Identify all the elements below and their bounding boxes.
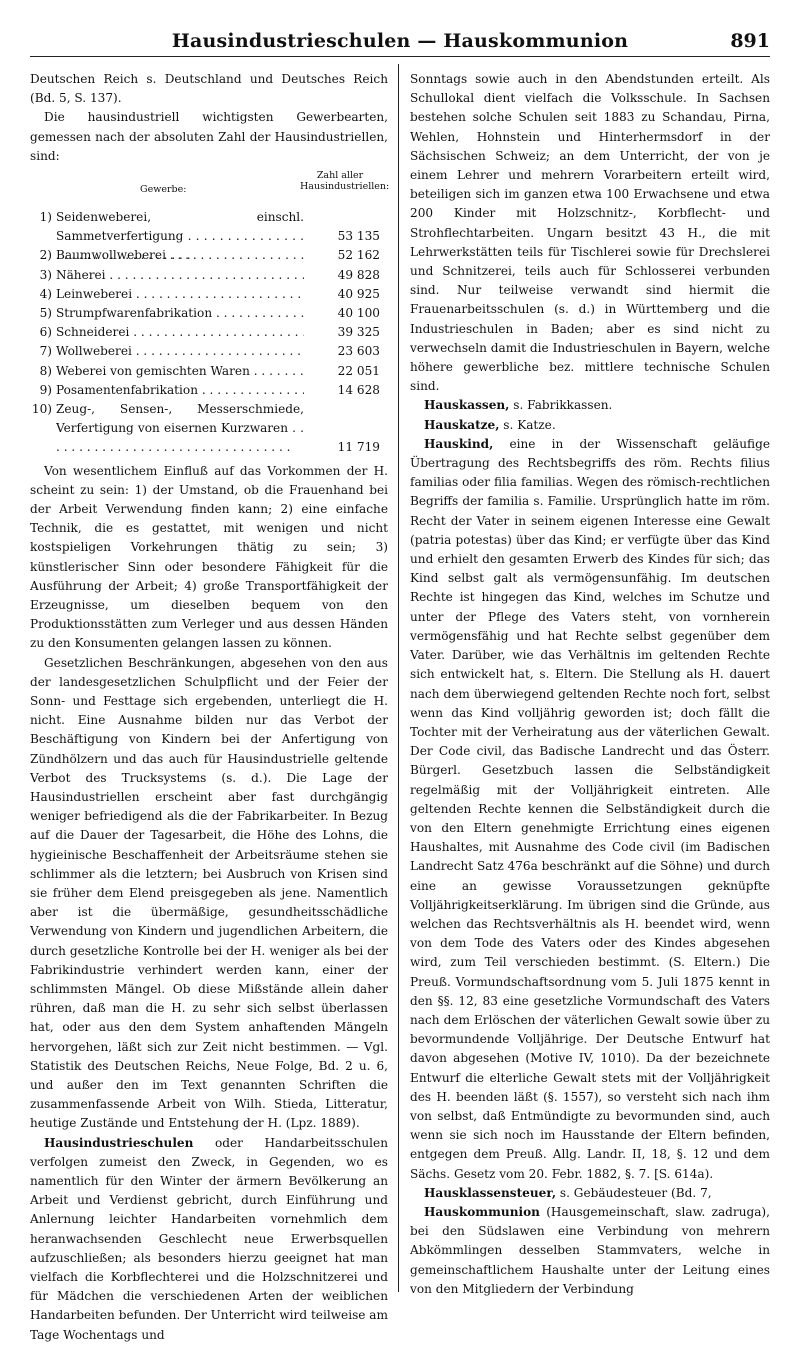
row-number: 4) — [39, 286, 52, 301]
row-trade: Näherei . . . — [56, 266, 304, 285]
row-trade: Wollweberei . . . — [56, 342, 304, 361]
row-number: 8) — [39, 363, 52, 378]
paragraph-table-intro: Die hausindustriell wichtigsten Gewerbearten, gemessen nach der absoluten Zahl der Hausindustriellen, sind: — [30, 110, 388, 163]
row-number: 10) — [31, 401, 52, 416]
row-value: 14 628 — [337, 382, 380, 397]
row-number: 1) — [39, 210, 52, 225]
entry-text: s. Fabrikkassen. — [509, 398, 613, 413]
row-number: 7) — [39, 344, 52, 359]
row-value: 49 828 — [337, 267, 380, 282]
row-value: 39 325 — [337, 325, 380, 340]
table-row — [30, 362, 388, 381]
entry-text: oder Handarbeitsschulen verfolgen zumeist den Zweck, in Gegenden, wo es namentlich für den Winter der ärmern Bevölkerung an Arbeit und Verdienst gebricht, durch Einführung und Anlernung leichter Handarbeiten vornehmlich dem heranwachsenden Geschlecht neue Erwerbsquellen aufzuschließen; als besonders hierzu geeignet hat man vielfach die Korbflechterei und die Holzschnitzerei und für Mädchen die verschiedenen Arten der weiblichen Handarbeiten befunden. Der Unterricht wird teilweise am Tage Wochentags und — [30, 1135, 388, 1342]
row-number: 6) — [39, 325, 52, 340]
row-value: 40 925 — [337, 286, 380, 301]
row-trade: Posamentenfabrikation . . . — [56, 381, 304, 400]
row-number: 3) — [39, 267, 52, 282]
entry-text: (Hausgemeinschaft, slaw. zadruga), bei den Südslawen eine Verbindung von mehrern Abkömmlingen desselben Stammvaters, welche in gemeinschaftlichem Haushalte unter der Leitung eines von den Mitgliedern der Verbindung — [410, 1204, 770, 1296]
entry-text: s. Katze. — [499, 417, 556, 432]
paragraph-continuation: Sonntags sowie auch in den Abendstunden erteilt. Als Schullokal dient vielfach die Volksschule. In Sachsen bestehen solche Schulen seit 1883 zu Schandau, Pirna, Wehlen, Hohnstein und Hinterhermsdorf in der Sächsischen Schweiz; an dem Unterricht, der von je einem Lehrer und mehrern Vorarbeitern erteilt wird, beteiligen sich im ganzen etwa 100 Erwachsene und etwa 200 Kinder mit Holzschnitz-, Korbflecht- und Strohflechtarbeiten. Ungarn besitzt 43 H., die mit Lehrwerkstätten teils für Tischlerei sowie für Drechslerei und Schnitzerei, teils auch für Schlosserei verbunden sind. Nur teilweise verwandt sind hiermit die Frauenarbeitsschulen (s. d.) in Württemberg und die Industrieschulen in Baden; aber es sind nicht zu verwechseln damit die Industrieschulen in Bayern, welche höhere gewerbliche bez. mittlere technische Schulen sind. — [410, 72, 770, 394]
column-header-zahl: Zahl aller Hausindustriellen: — [300, 170, 390, 193]
row-value: 11 719 — [337, 440, 380, 455]
row-trade: Leinweberei . . . — [56, 285, 304, 304]
row-trade: Weberei von gemischten Waren . . . — [56, 362, 304, 381]
entry-hauskassen — [410, 396, 770, 415]
paragraph-influence: Von wesentlichem Einfluß auf das Vorkommen der H. scheint zu sein: 1) der Umstand, ob die Frauenhand bei der Arbeit Verwendung finden kann; 2) eine einfache Technik, die es gestattet, mit wenigen und nicht kostspieligen Vorkehrungen thätig zu sein; 3) künstlerischer Sinn oder besondere Fähigkeit für die Ausführung der Arbeit; 4) große Transportfähigkeit der Erzeugnisse, um dieselben bequem von den Produktionsstätten zum Verleger und aus dessen Händen zu den Konsumenten gelangen lassen zu können. — [30, 463, 388, 651]
left-column — [30, 70, 388, 1345]
right-column — [410, 70, 770, 1299]
entry-hauskind — [410, 435, 770, 1184]
table-row — [30, 323, 388, 342]
table-row — [30, 342, 388, 361]
row-number: 9) — [39, 382, 52, 397]
row-value: 22 051 — [337, 363, 380, 378]
row-number: 2) — [39, 248, 52, 263]
table-row — [30, 266, 388, 285]
page-number: 891 — [730, 30, 770, 52]
entry-hauskatze — [410, 416, 770, 435]
paragraph-intro: Deutschen Reich s. Deutschland und Deutsches Reich (Bd. 5, S. 137). — [30, 72, 388, 106]
row-value: 52 162 — [337, 248, 380, 263]
table-row — [30, 381, 388, 400]
table-row — [30, 304, 388, 323]
entry-lemma: Hausindustrieschulen — [44, 1135, 194, 1150]
table-row — [30, 285, 388, 304]
entry-lemma: Hauskatze, — [424, 417, 500, 432]
column-header-gewerbe: Gewerbe: — [140, 184, 187, 196]
trades-table — [30, 168, 388, 457]
row-value: 23 603 — [337, 344, 380, 359]
entry-lemma: Hausklassensteuer, — [424, 1185, 557, 1200]
paragraph-restrictions: Gesetzlichen Beschränkungen, abgesehen von den aus der landesgesetzlichen Schulpflicht und der Feier der Sonn- und Festtage sich ergebenden, unterliegt die H. nicht. Eine Ausnahme bilden nur das Verbot der Beschäftigung von Kindern bei der Anfertigung von Zündhölzern und das auch für Hausindustrielle geltende Verbot des Trucksystems (s. d.). Die Lage der Hausindustriellen erscheint aber fast durchgängig weniger befriedigend als die der Fabrikarbeiter. In Bezug auf die Dauer der Tagesarbeit, die Höhe des Lohns, die hygieinische Beschaffenheit der Arbeitsräume stehen sie schlimmer als die letztern; bei Ausbruch von Krisen sind sie früher dem Elend preisgegeben als jene. Namentlich aber ist die übermäßige, gesundheitsschädliche Verwendung von Kindern und jugendlichen Arbeitern, die durch gesetzliche Kontrolle bei der H. weniger als bei der Fabrikindustrie verhindert werden kann, einer der schlimmsten Mängel. Ob diese Mißstände allein daher rühren, daß man die H. zu sehr sich selbst überlassen hat, oder aus den dem System anhaftenden Mängeln hervorgehen, läßt sich zur Zeit nicht bestimmen. — Vgl. Statistik des Deutschen Reichs, Neue Folge, Bd. 2 u. 6, und außer den im Text genannten Schriften die zusammenfassende Arbeit von Wilh. Stieda, Litteratur, heutige Zustände und Entstehung der H. (Lpz. 1889). — [30, 655, 388, 1131]
entry-text: eine in der Wissenschaft geläufige Übertragung des Rechtsbegriffs des röm. Rechts filius familias oder filia familias. Wegen des römisch-rechtlichen Begriffs der familia s. Familie. Ursprünglich hatte im röm. Recht der Vater in seinem eigenen Interesse eine Gewalt (patria potestas) über das Kind; er verfügte über das Kind und erhielt den gesamten Erwerb des Kindes für sich; das Kind selbst galt als vermögensunfähig. Im deutschen Rechte ist hingegen das Kind, welches im Schutze und unter der Pflege des Vaters steht, von vornherein vermögensfähig und hat Rechte selbst gegenüber dem Vater. Darüber, wie das Verhältnis im geltenden Rechte sich entwickelt hat, s. Eltern. Die Stellung als H. dauert nach dem überwiegend geltenden Rechte noch fort, selbst wenn das Kind volljährig geworden ist; doch fällt die Tochter mit der Verheiratung aus der väterlichen Gewalt. Der Code civil, das Badische Landrecht und das Österr. Bürgerl. Gesetzbuch lassen die Selbständigkeit regelmäßig mit der Volljährigkeit eintreten. Alle geltenden Rechte kennen die Selbständigkeit durch die von den Eltern genehmigte Errichtung eines eigenen Haushaltes, mit Ausnahme des Code civil (im Badischen Landrecht Satz 476a beschränkt auf die Söhne) und durch eine an gewisse Voraussetzungen geknüpfte Volljährigkeitserklärung. Im übrigen sind die Gründe, aus welchen das Rechtsverhältnis als H. beendet wird, wenn von dem Tode des Vaters oder des Kindes abgesehen wird, zum Teil verschieden bestimmt. (S. Eltern.) Die Preuß. Vormundschaftsordnung vom 5. Juli 1875 kennt in den §§. 12, 83 eine gesetzliche Vormundschaft des Vaters nach dem Erlöschen der väterlichen Gewalt sowie über zu bevormundende Volljährige. Der Deutsche Entwurf hat davon abgesehen (Motive IV, 1010). Da der bezeichnete Entwurf die elterliche Gewalt stets mit der Volljährigkeit des H. beenden läßt (§. 1557), so versteht sich nach ihm von selbst, daß Entmündigte zu bevormunden sind, auch wenn sie sich noch im Hausstande der Eltern befinden, entgegen dem Preuß. Allg. Landr. II, 18, §. 12 und dem Sächs. Gesetz vom 20. Febr. 1882, §. 7. [S. 614a). — [410, 436, 770, 1181]
entry-lemma: Hauskind, — [424, 436, 494, 451]
entry-hausklassensteuer — [410, 1184, 770, 1203]
column-divider — [398, 64, 399, 1292]
row-trade: Seidenweberei, einschl. Sammetverfertigung . . . — [56, 208, 304, 266]
entry-hausindustrieschulen — [30, 1134, 388, 1345]
row-value: 40 100 — [337, 305, 380, 320]
row-trade: Schneiderei . . . — [56, 323, 304, 342]
entry-lemma: Hauskommunion — [424, 1204, 540, 1219]
row-trade: Strumpfwarenfabrikation . . . — [56, 304, 304, 323]
running-title: Hausindustrieschulen — Hauskommunion — [171, 30, 629, 52]
page-header — [30, 22, 770, 57]
row-trade: Baumwollweberei . . . — [56, 246, 304, 265]
entry-text: s. Gebäudesteuer (Bd. 7, — [556, 1185, 712, 1200]
table-row — [30, 246, 388, 265]
row-trade: Zeug-, Sensen-, Messerschmiede, Verfertigung von eisernen Kurzwaren . . . — [56, 400, 304, 458]
entry-hauskommunion — [410, 1203, 770, 1299]
row-number: 5) — [39, 305, 52, 320]
table-header — [30, 168, 388, 208]
table-row — [30, 208, 388, 246]
row-value: 53 135 — [337, 229, 380, 244]
entry-lemma: Hauskassen, — [424, 398, 510, 413]
table-row — [30, 400, 388, 458]
